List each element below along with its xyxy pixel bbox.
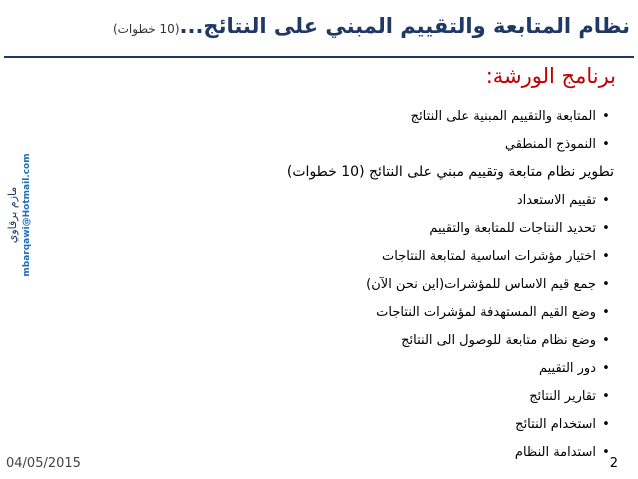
- bullet-icon: •: [602, 136, 610, 152]
- bullet-icon: •: [602, 192, 610, 208]
- bullet-icon: •: [602, 360, 610, 376]
- author-name: مازم برقاوي: [6, 186, 19, 244]
- step-item: [76, 410, 616, 438]
- step-item: [76, 298, 616, 326]
- bullet-icon: •: [602, 304, 610, 320]
- slide-title-sub: (10 خطوات): [112, 22, 180, 36]
- step-text: جمع قيم الاساس للمؤشرات(اين نحن الآن): [366, 276, 596, 292]
- bullet-icon: •: [602, 444, 610, 460]
- step-text: وضع نظام متابعة للوصول الى النتائج: [401, 332, 596, 348]
- page-number: 2: [609, 456, 618, 471]
- author-email: mbarqawi@Hotmail.com: [22, 153, 32, 277]
- step-text: وضع القيم المستهدفة لمؤشرات النتاجات: [376, 304, 596, 320]
- step-item: [76, 214, 616, 242]
- step-item: [76, 438, 616, 466]
- slide-title: [113, 14, 630, 38]
- step-text: تقييم الاستعداد: [516, 192, 596, 208]
- step-item: [76, 242, 616, 270]
- side-credit: [6, 145, 38, 285]
- footer-date: 04/05/2015: [6, 456, 81, 471]
- bullet-icon: •: [602, 388, 610, 404]
- development-line: [76, 158, 616, 186]
- slide-title-main: نظام المتابعة والتقييم المبني على النتائج...: [179, 14, 630, 38]
- step-item: [76, 186, 616, 214]
- list-item: [76, 130, 616, 158]
- list-item-text: النموذج المنطقي: [504, 136, 596, 152]
- step-item: [76, 382, 616, 410]
- bullet-icon: •: [602, 108, 610, 124]
- title-bar: [0, 10, 638, 50]
- development-line-text: تطوير نظام متابعة وتقييم مبني على النتائج (10 خطوات): [286, 164, 614, 180]
- list-item-text: المتابعة والتقييم المبنية على النتائج: [410, 108, 596, 124]
- step-text: تحديد النتاجات للمتابعة والتقييم: [429, 220, 596, 236]
- step-text: تقارير النتائج: [529, 388, 596, 404]
- list-item: [76, 102, 616, 130]
- bullet-icon: •: [602, 220, 610, 236]
- section-heading: برنامج الورشة:: [485, 64, 616, 88]
- step-item: [76, 326, 616, 354]
- bullet-icon: •: [602, 248, 610, 264]
- step-item: [76, 270, 616, 298]
- step-text: استخدام النتائج: [515, 416, 596, 432]
- step-text: اختيار مؤشرات اساسية لمتابعة النتاجات: [382, 248, 596, 264]
- bullet-icon: •: [602, 416, 610, 432]
- bullet-icon: •: [602, 332, 610, 348]
- agenda-list: [76, 102, 616, 466]
- step-item: [76, 354, 616, 382]
- step-text: استدامة النظام: [514, 444, 596, 460]
- step-text: دور التقييم: [538, 360, 596, 376]
- bullet-icon: •: [602, 276, 610, 292]
- title-divider: [4, 56, 634, 58]
